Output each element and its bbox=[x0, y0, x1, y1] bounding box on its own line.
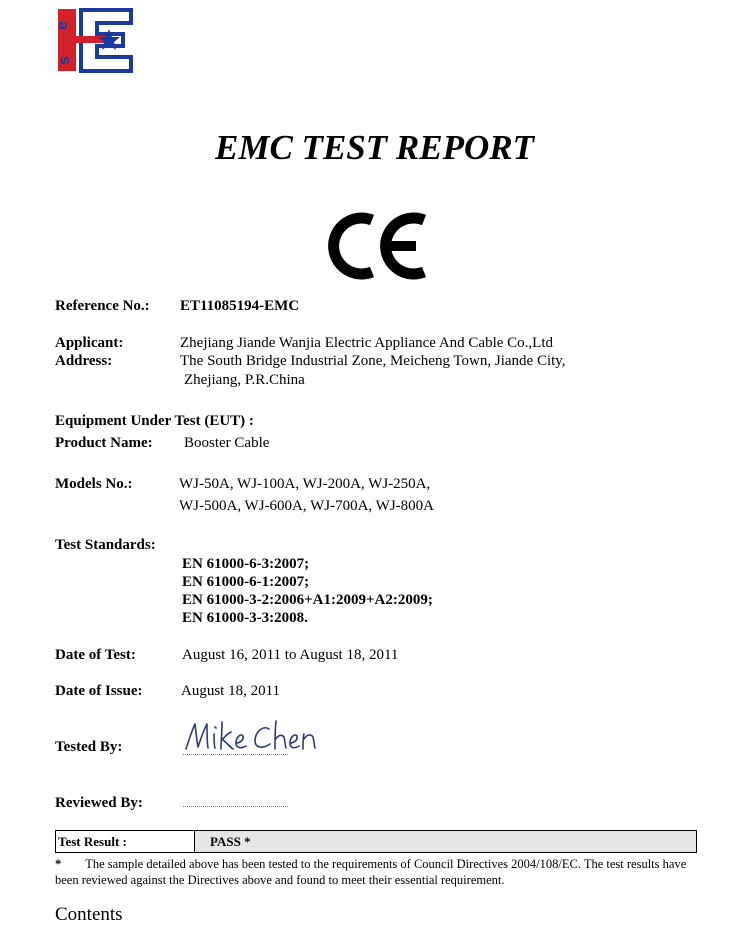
standard-item: EN 61000-3-3:2008. bbox=[182, 610, 308, 626]
standard-item: EN 61000-3-2:2006+A1:2009+A2:2009; bbox=[182, 592, 433, 608]
result-note bbox=[55, 856, 700, 888]
standard-item: EN 61000-6-3:2007; bbox=[182, 556, 310, 572]
tested-by-label: Tested By: bbox=[55, 739, 123, 755]
reviewed-by-line bbox=[183, 806, 288, 807]
eut-heading: Equipment Under Test (EUT) : bbox=[55, 413, 254, 429]
address-label: Address: bbox=[55, 353, 113, 369]
product-value: Booster Cable bbox=[184, 435, 270, 451]
contents-heading: Contents bbox=[55, 904, 123, 925]
note-marker: * bbox=[55, 857, 62, 871]
logo-letter: e bbox=[54, 21, 71, 30]
company-logo bbox=[54, 7, 133, 75]
date-of-issue-value: August 18, 2011 bbox=[181, 683, 281, 699]
product-label: Product Name: bbox=[55, 435, 153, 451]
test-result-box bbox=[55, 830, 697, 853]
ce-mark bbox=[328, 210, 428, 282]
address-line2: Zhejiang, P.R.China bbox=[184, 372, 305, 388]
ce-letter-c bbox=[334, 218, 372, 274]
test-result-value: PASS * bbox=[195, 831, 696, 852]
estl-logo-icon bbox=[54, 7, 133, 75]
tested-by-line bbox=[183, 754, 288, 755]
reference-value: ET11085194-EMC bbox=[180, 298, 300, 314]
address-line1: The South Bridge Industrial Zone, Meicheng Town, Jiande City, bbox=[180, 353, 566, 369]
reviewed-by-label: Reviewed By: bbox=[55, 795, 143, 811]
date-of-issue-label: Date of Issue: bbox=[55, 683, 143, 699]
date-of-test-label: Date of Test: bbox=[55, 647, 136, 663]
reference-label: Reference No.: bbox=[55, 298, 150, 314]
signature bbox=[183, 716, 323, 758]
signature-icon bbox=[183, 716, 323, 758]
models-label: Models No.: bbox=[55, 476, 133, 492]
ce-mark-icon bbox=[328, 210, 428, 282]
logo-letter: s bbox=[56, 56, 73, 65]
models-line2: WJ-500A, WJ-600A, WJ-700A, WJ-800A bbox=[179, 498, 434, 514]
page-title: EMC TEST REPORT bbox=[215, 128, 534, 167]
applicant-label: Applicant: bbox=[55, 335, 124, 351]
standard-item: EN 61000-6-1:2007; bbox=[182, 574, 310, 590]
date-of-test-value: August 16, 2011 to August 18, 2011 bbox=[182, 647, 399, 663]
note-text: The sample detailed above has been tested to the requirements of Council Directives 2004/108/EC. The test results have been reviewed against the Directives above and found to meet their essential requirement. bbox=[55, 857, 687, 887]
applicant-value: Zhejiang Jiande Wanjia Electric Appliance And Cable Co.,Ltd bbox=[180, 335, 553, 351]
signature-stroke bbox=[186, 721, 315, 749]
ce-letter-e-bar bbox=[388, 241, 416, 251]
test-result-label: Test Result : bbox=[56, 831, 195, 852]
standards-label: Test Standards: bbox=[55, 537, 156, 553]
models-line1: WJ-50A, WJ-100A, WJ-200A, WJ-250A, bbox=[179, 476, 431, 492]
